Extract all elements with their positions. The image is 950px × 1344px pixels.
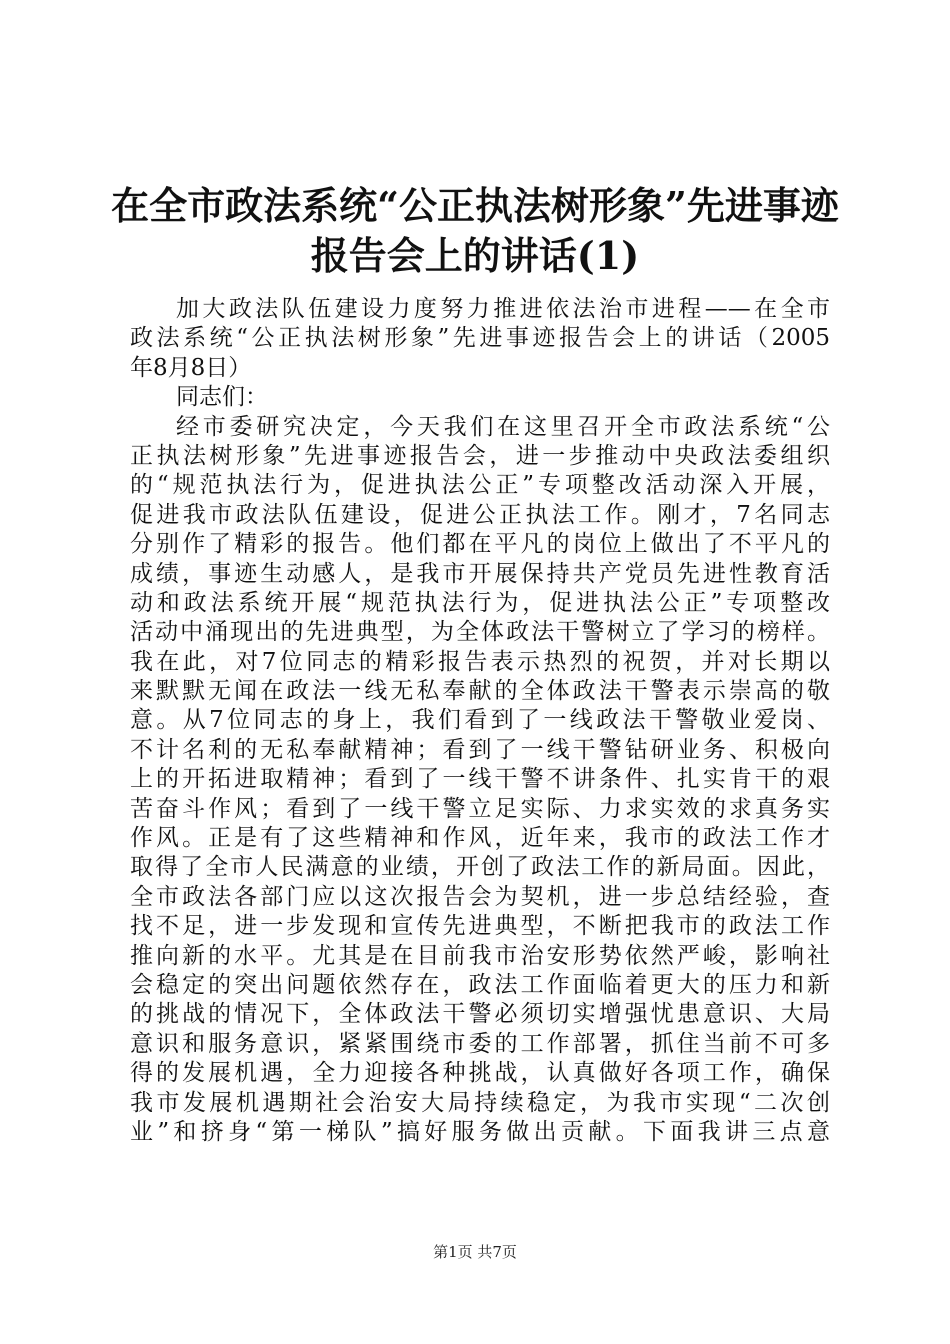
body-line: 意识和服务意识，紧紧围绕市委的工作部署，抓住当前不可多: [130, 1030, 830, 1057]
body-line: 年8月8日）: [130, 354, 252, 381]
body-line: 分别作了精彩的报告。他们都在平凡的岗位上做出了不平凡的: [130, 531, 830, 558]
body-line: 正执法树形象”先进事迹报告会，进一步推动中央政法委组织: [130, 442, 830, 469]
document-title-line-1: 在全市政法系统“公正执法树形象”先进事迹: [111, 183, 839, 228]
body-line: 苦奋斗作风；看到了一线干警立足实际、力求实效的求真务实: [130, 795, 830, 822]
body-line: 活动中涌现出的先进典型，为全体政法干警树立了学习的榜样。: [130, 619, 830, 646]
body-line: 推向新的水平。尤其是在目前我市治安形势依然严峻，影响社: [130, 942, 830, 969]
body-line: 会稳定的突出问题依然存在，政法工作面临着更大的压力和新: [130, 971, 830, 998]
body-line: 全市政法各部门应以这次报告会为契机，进一步总结经验，查: [130, 883, 830, 910]
body-line: 作风。正是有了这些精神和作风，近年来，我市的政法工作才: [130, 825, 830, 852]
body-line: 不计名利的无私奉献精神；看到了一线干警钻研业务、积极向: [130, 736, 830, 763]
body-line: 促进我市政法队伍建设，促进公正执法工作。刚才，7名同志: [130, 501, 830, 528]
body-line: 取得了全市人民满意的业绩，开创了政法工作的新局面。因此，: [130, 854, 830, 881]
body-line: 的“规范执法行为，促进执法公正”专项整改活动深入开展，: [130, 472, 830, 499]
body-line: 的挑战的情况下，全体政法干警必须切实增强忧患意识、大局: [130, 1001, 830, 1028]
body-line: 意。从7位同志的身上，我们看到了一线政法干警敬业爱岗、: [130, 707, 830, 734]
page-number-footer: 第1页 共7页: [433, 1243, 517, 1261]
body-line: 成绩，事迹生动感人，是我市开展保持共产党员先进性教育活: [130, 560, 830, 587]
body-line: 得的发展机遇，全力迎接各种挑战，认真做好各项工作，确保: [130, 1060, 830, 1087]
body-line: 政法系统“公正执法树形象”先进事迹报告会上的讲话（2005: [130, 325, 830, 352]
body-line: 我在此，对7位同志的精彩报告表示热烈的祝贺，并对长期以: [130, 648, 830, 675]
body-line: 动和政法系统开展“规范执法行为，促进执法公正”专项整改: [130, 589, 830, 616]
body-line: 同志们：: [176, 384, 268, 411]
body-line: 加大政法队伍建设力度努力推进依法治市进程——在全市: [176, 296, 830, 322]
body-line: 找不足，进一步发现和宣传先进典型，不断把我市的政法工作: [130, 913, 830, 940]
body-line: 来默默无闻在政法一线无私奉献的全体政法干警表示崇高的敬: [130, 678, 830, 705]
body-line: 业”和挤身“第一梯队”搞好服务做出贡献。下面我讲三点意: [130, 1118, 830, 1145]
body-line: 上的开拓进取精神；看到了一线干警不讲条件、扎实肯干的艰: [130, 766, 830, 793]
body-line: 我市发展机遇期社会治安大局持续稳定，为我市实现“二次创: [130, 1089, 830, 1116]
body-line: 经市委研究决定，今天我们在这里召开全市政法系统“公: [176, 413, 830, 440]
document-title-line-2: 报告会上的讲话(1): [310, 233, 640, 278]
document-body: [130, 295, 830, 1147]
